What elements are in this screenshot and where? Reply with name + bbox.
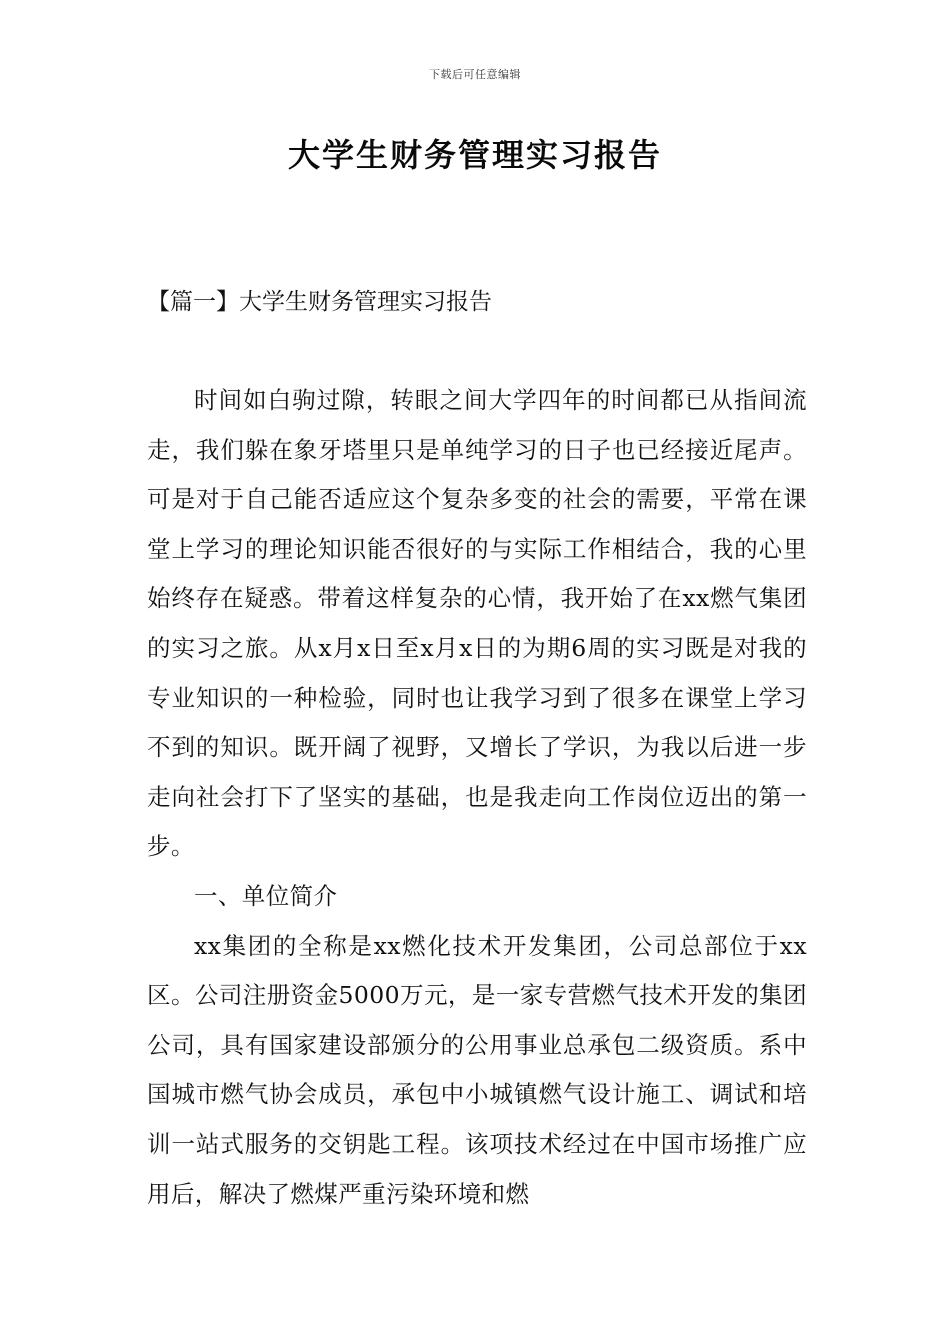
document-title: 大学生财务管理实习报告 — [287, 136, 662, 174]
header-note: 下载后可任意编辑 — [429, 68, 521, 81]
body-text — [147, 376, 807, 1219]
section-heading: 【篇一】大学生财务管理实习报告 — [147, 289, 492, 315]
paragraph-intro: 时间如白驹过隙，转眼之间大学四年的时间都已从指间流走，我们躲在象牙塔里只是单纯学习的日子也已经接近尾声。可是对于自己能否适应这个复杂多变的社会的需要，平常在课堂上学习的理论知识能否很好的与实际工作相结合，我的心里始终存在疑惑。带着这样复杂的心情，我开始了在xx燃气集团的实习之旅。从x月x日至x月x日的为期6周的实习既是对我的专业知识的一种检验，同时也让我学习到了很多在课堂上学习不到的知识。既开阔了视野，又增长了学识，为我以后进一步走向社会打下了坚实的基础，也是我走向工作岗位迈出的第一步。 — [147, 386, 807, 861]
subheading-unit-intro: 一、单位简介 — [194, 881, 338, 910]
paragraph-company: xx集团的全称是xx燃化技术开发集团，公司总部位于xx区。公司注册资金5000万元，是一家专营燃气技术开发的集团公司，具有国家建设部颁分的公用事业总承包二级资质。系中国城市燃气协会成员，承包中小城镇燃气设计施工、调试和培训一站式服务的交钥匙工程。该项技术经过在中国市场推广应用后，解决了燃煤严重污染环境和燃 — [147, 931, 807, 1208]
